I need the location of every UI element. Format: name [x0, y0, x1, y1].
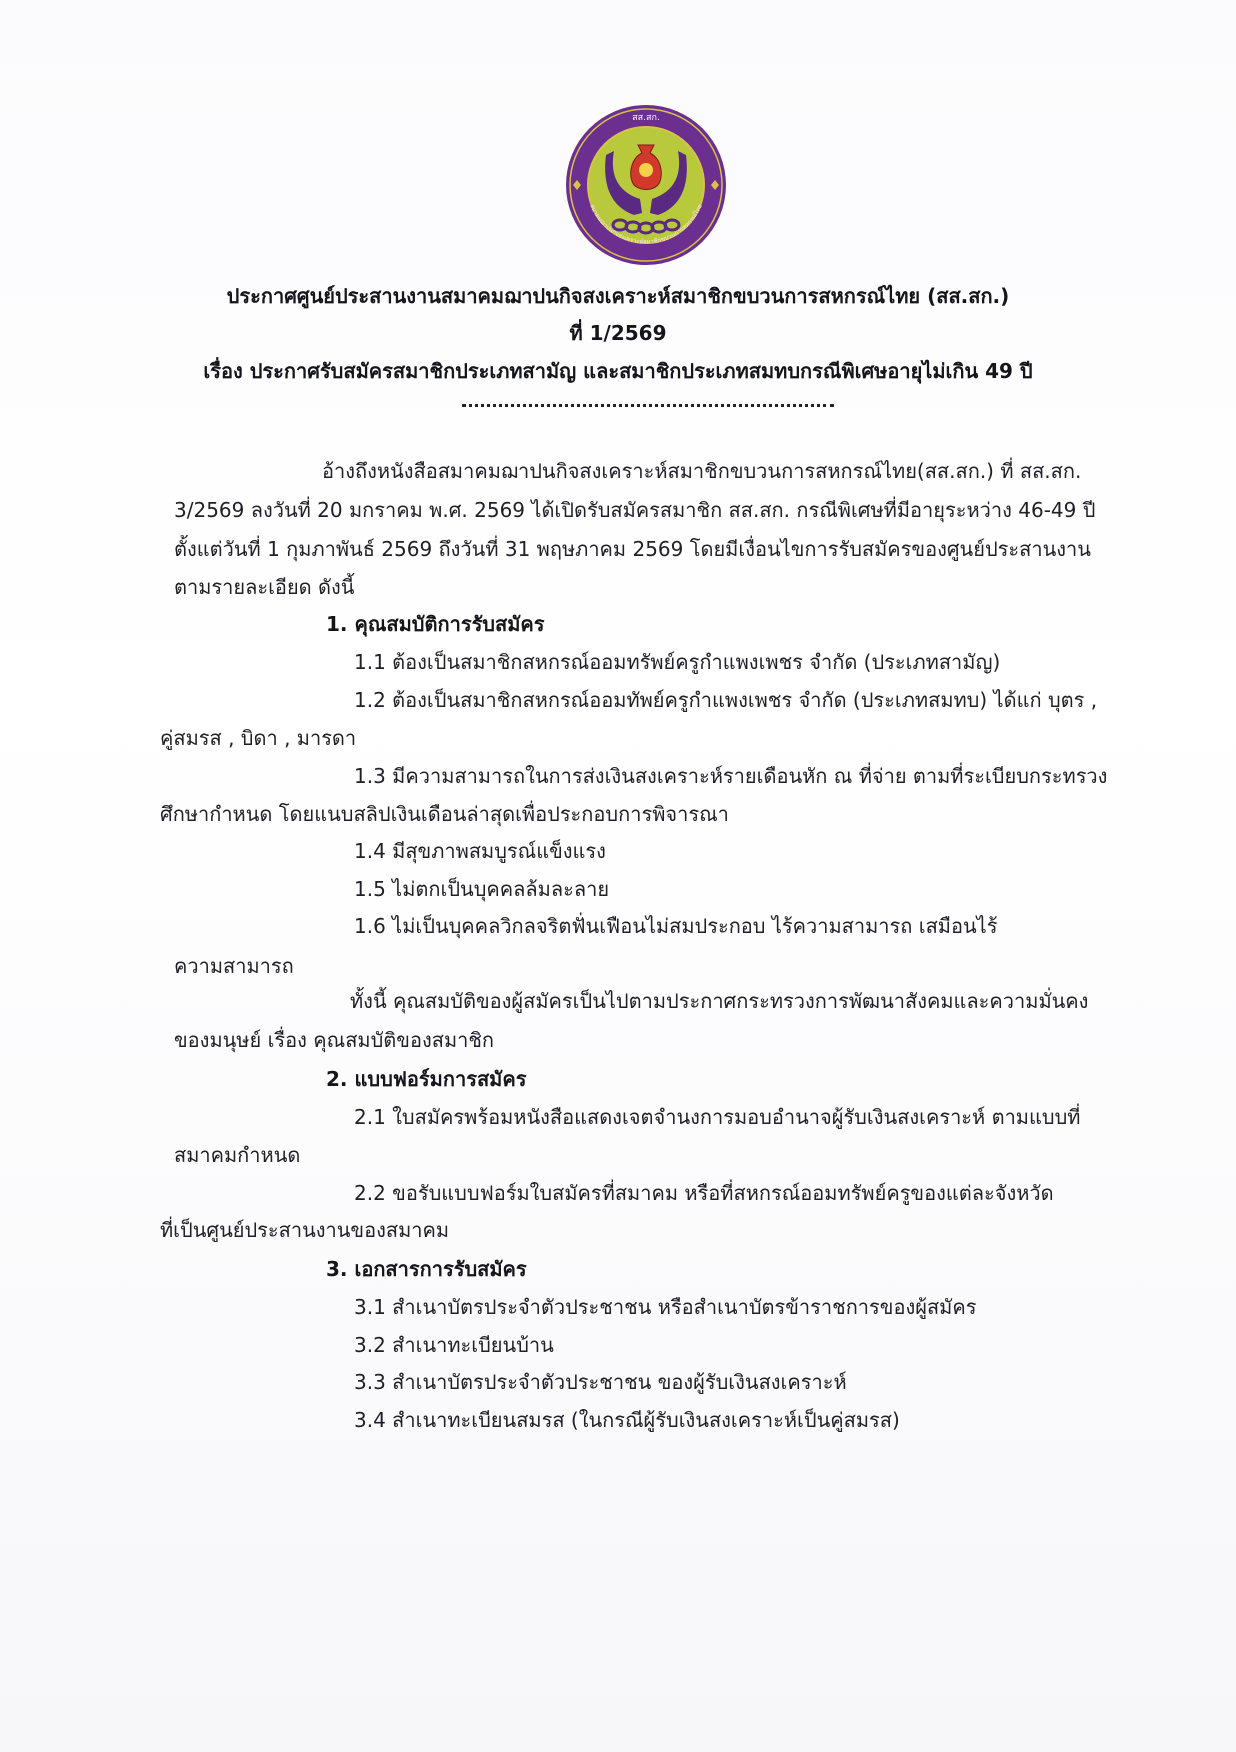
section-2-heading: 2. แบบฟอร์มการสมัคร	[326, 1067, 527, 1091]
item-1-2: 1.2 ต้องเป็นสมาชิกสหกรณ์ออมทัพย์ครูกำแพงเพชร จำกัด (ประเภทสมทบ) ได้แก่ บุตร ,	[354, 688, 1098, 712]
item-2-1: 2.1 ใบสมัครพร้อมหนังสือแสดงเจตจำนงการมอบอำนาจผู้รับเงินสงเคราะห์ ตามแบบที่	[354, 1105, 1081, 1129]
intro-line-2: 3/2569 ลงวันที่ 20 มกราคม พ.ศ. 2569 ได้เปิดรับสมัครสมาชิก สส.สก. กรณีพิเศษที่มีอายุระหว่าง 46-49 ปี	[174, 498, 1096, 522]
intro-line-3: ตั้งแต่วันที่ 1 กุมภาพันธ์ 2569 ถึงวันที่ 31 พฤษภาคม 2569 โดยมีเงื่อนไขการรับสมัครของศูนย์ประสานงาน	[174, 537, 1091, 561]
seal-ring-text: สมาคมฌาปนกิจสงเคราะห์สมาชิกขบวนการสหกรณ์ไทย	[588, 203, 704, 246]
announcement-number: ที่ 1/2569	[569, 321, 667, 345]
item-3-2: 3.2 สำเนาทะเบียนบ้าน	[354, 1333, 554, 1357]
item-3-4: 3.4 สำเนาทะเบียนสมรส (ในกรณีผู้รับเงินสงเคราะห์เป็นคู่สมรส)	[354, 1408, 900, 1432]
item-1-3-cont: ศึกษากำหนด โดยแนบสลิปเงินเดือนล่าสุดเพื่อประกอบการพิจารณา	[160, 802, 729, 826]
item-3-1: 3.1 สำเนาบัตรประจำตัวประชาชน หรือสำเนาบัตรข้าราชการของผู้สมัคร	[354, 1295, 977, 1319]
dotted-separator	[462, 404, 834, 407]
announcement-title: ประกาศศูนย์ประสานงานสมาคมฌาปนกิจสงเคราะห์สมาชิกขบวนการสหกรณ์ไทย (สส.สก.)	[226, 284, 1010, 308]
item-1-5: 1.5 ไม่ตกเป็นบุคคลล้มละลาย	[354, 877, 610, 901]
item-1-2-cont: คู่สมรส , บิดา , มารดา	[160, 726, 357, 750]
item-2-1-cont: สมาคมกำหนด	[174, 1143, 301, 1167]
intro-line-1: อ้างถึงหนังสือสมาคมฌาปนกิจสงเคราะห์สมาชิกขบวนการสหกรณ์ไทย(สส.สก.) ที่ สส.สก.	[322, 459, 1082, 483]
section-1-heading: 1. คุณสมบัติการรับสมัคร	[326, 612, 545, 636]
item-2-2-cont: ที่เป็นศูนย์ประสานงานของสมาคม	[160, 1218, 450, 1242]
section-3-heading: 3. เอกสารการรับสมัคร	[326, 1257, 527, 1281]
item-1-6: 1.6 ไม่เป็นบุคคลวิกลจริตฟั่นเฟือนไม่สมประกอบ ไร้ความสามารถ เสมือนไร้	[354, 914, 998, 938]
intro-line-4: ตามรายละเอียด ดังนี้	[174, 575, 355, 599]
seal-top-text: สส.สก.	[632, 113, 660, 123]
item-1-3: 1.3 มีความสามารถในการส่งเงินสงเคราะห์รายเดือนหัก ณ ที่จ่าย ตามที่ระเบียบกระทรวง	[354, 764, 1108, 788]
qualification-note-cont: ของมนุษย์ เรื่อง คุณสมบัติของสมาชิก	[174, 1028, 495, 1052]
item-1-1: 1.1 ต้องเป็นสมาชิกสหกรณ์ออมทรัพย์ครูกำแพงเพชร จำกัด (ประเภทสามัญ)	[354, 650, 1001, 674]
item-3-3: 3.3 สำเนาบัตรประจำตัวประชาชน ของผู้รับเงินสงเคราะห์	[354, 1370, 847, 1394]
item-2-2: 2.2 ขอรับแบบฟอร์มใบสมัครที่สมาคม หรือที่สหกรณ์ออมทรัพย์ครูของแต่ละจังหวัด	[354, 1181, 1054, 1205]
association-seal-icon	[564, 103, 728, 267]
item-1-6-cont: ความสามารถ	[174, 954, 294, 978]
item-1-4: 1.4 มีสุขภาพสมบูรณ์แข็งแรง	[354, 839, 606, 863]
announcement-subject: เรื่อง ประกาศรับสมัครสมาชิกประเภทสามัญ และสมาชิกประเภทสมทบกรณีพิเศษอายุไม่เกิน 49 ปี	[203, 359, 1033, 383]
qualification-note: ทั้งนี้ คุณสมบัติของผู้สมัครเป็นไปตามประกาศกระทรวงการพัฒนาสังคมและความมั่นคง	[350, 989, 1089, 1013]
